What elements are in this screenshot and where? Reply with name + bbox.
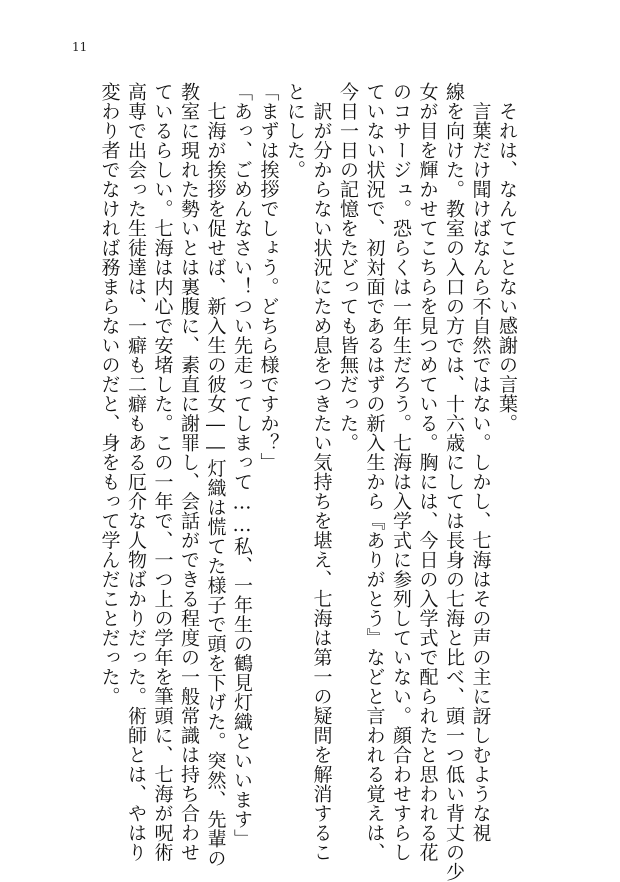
text-line: のコサージュ。恐らくは一年生だろう。七海は入学式に参列していない。顔合わせすらし — [390, 82, 412, 862]
text-line: 「まずは挨拶でしょう。どちら様ですか？」 — [257, 82, 280, 472]
text-line: 高専で出会った生徒達は、一癖も二癖もある厄介な人物ばかりだった。術師とは、やはり — [125, 82, 147, 862]
text-line: 訳が分からない状況にため息をつきたい気持ちを堪え、七海は第一の疑問を解消するこ — [310, 82, 333, 862]
vertical-text-body — [96, 82, 520, 882]
text-line: 女が目を輝かせてこちらを見つめている。胸には、今日の入学式で配られたと思われる花 — [416, 82, 439, 862]
text-line: それは、なんてことない感謝の言葉。 — [496, 82, 518, 433]
text-line: ているらしい。七海は内心で安堵した。この一年で、一つ上の学年を筆頭に、七海が呪術 — [151, 82, 174, 862]
text-line: 変わり者でなければ務まらないのだと、身をもって学んだことだった。 — [98, 82, 121, 706]
text-line: 七海が挨拶を促せば、新入生の彼女――灯織は慌てた様子で頭を下げた。突然、先輩の — [204, 82, 227, 868]
page-number: 11 — [72, 40, 88, 54]
text-line: ていない状況で、初対面であるはずの新入生から『ありがとう』などと言われる覚えは、 — [363, 82, 386, 862]
text-line: 線を向けた。教室の入口の方では、十六歳にしては長身の七海と比べ、頭一つ低い背丈の少 — [443, 82, 465, 882]
text-line: とにした。 — [284, 82, 306, 180]
text-line: 「あっ、ごめんなさい！つい先走ってしまって……私、一年生の鶴見灯織といいます」 — [231, 82, 253, 849]
text-line: 今日一日の記憶をたどっても皆無だった。 — [337, 82, 359, 453]
text-line: 教室に現れた勢いとは裏腹に、素直に謝罪し、会話ができる程度の一般常識は持ち合わせ — [178, 82, 200, 862]
text-line: 言葉だけ聞けばなんら不自然ではない。しかし、七海はその声の主に訝しむような視 — [469, 82, 492, 843]
